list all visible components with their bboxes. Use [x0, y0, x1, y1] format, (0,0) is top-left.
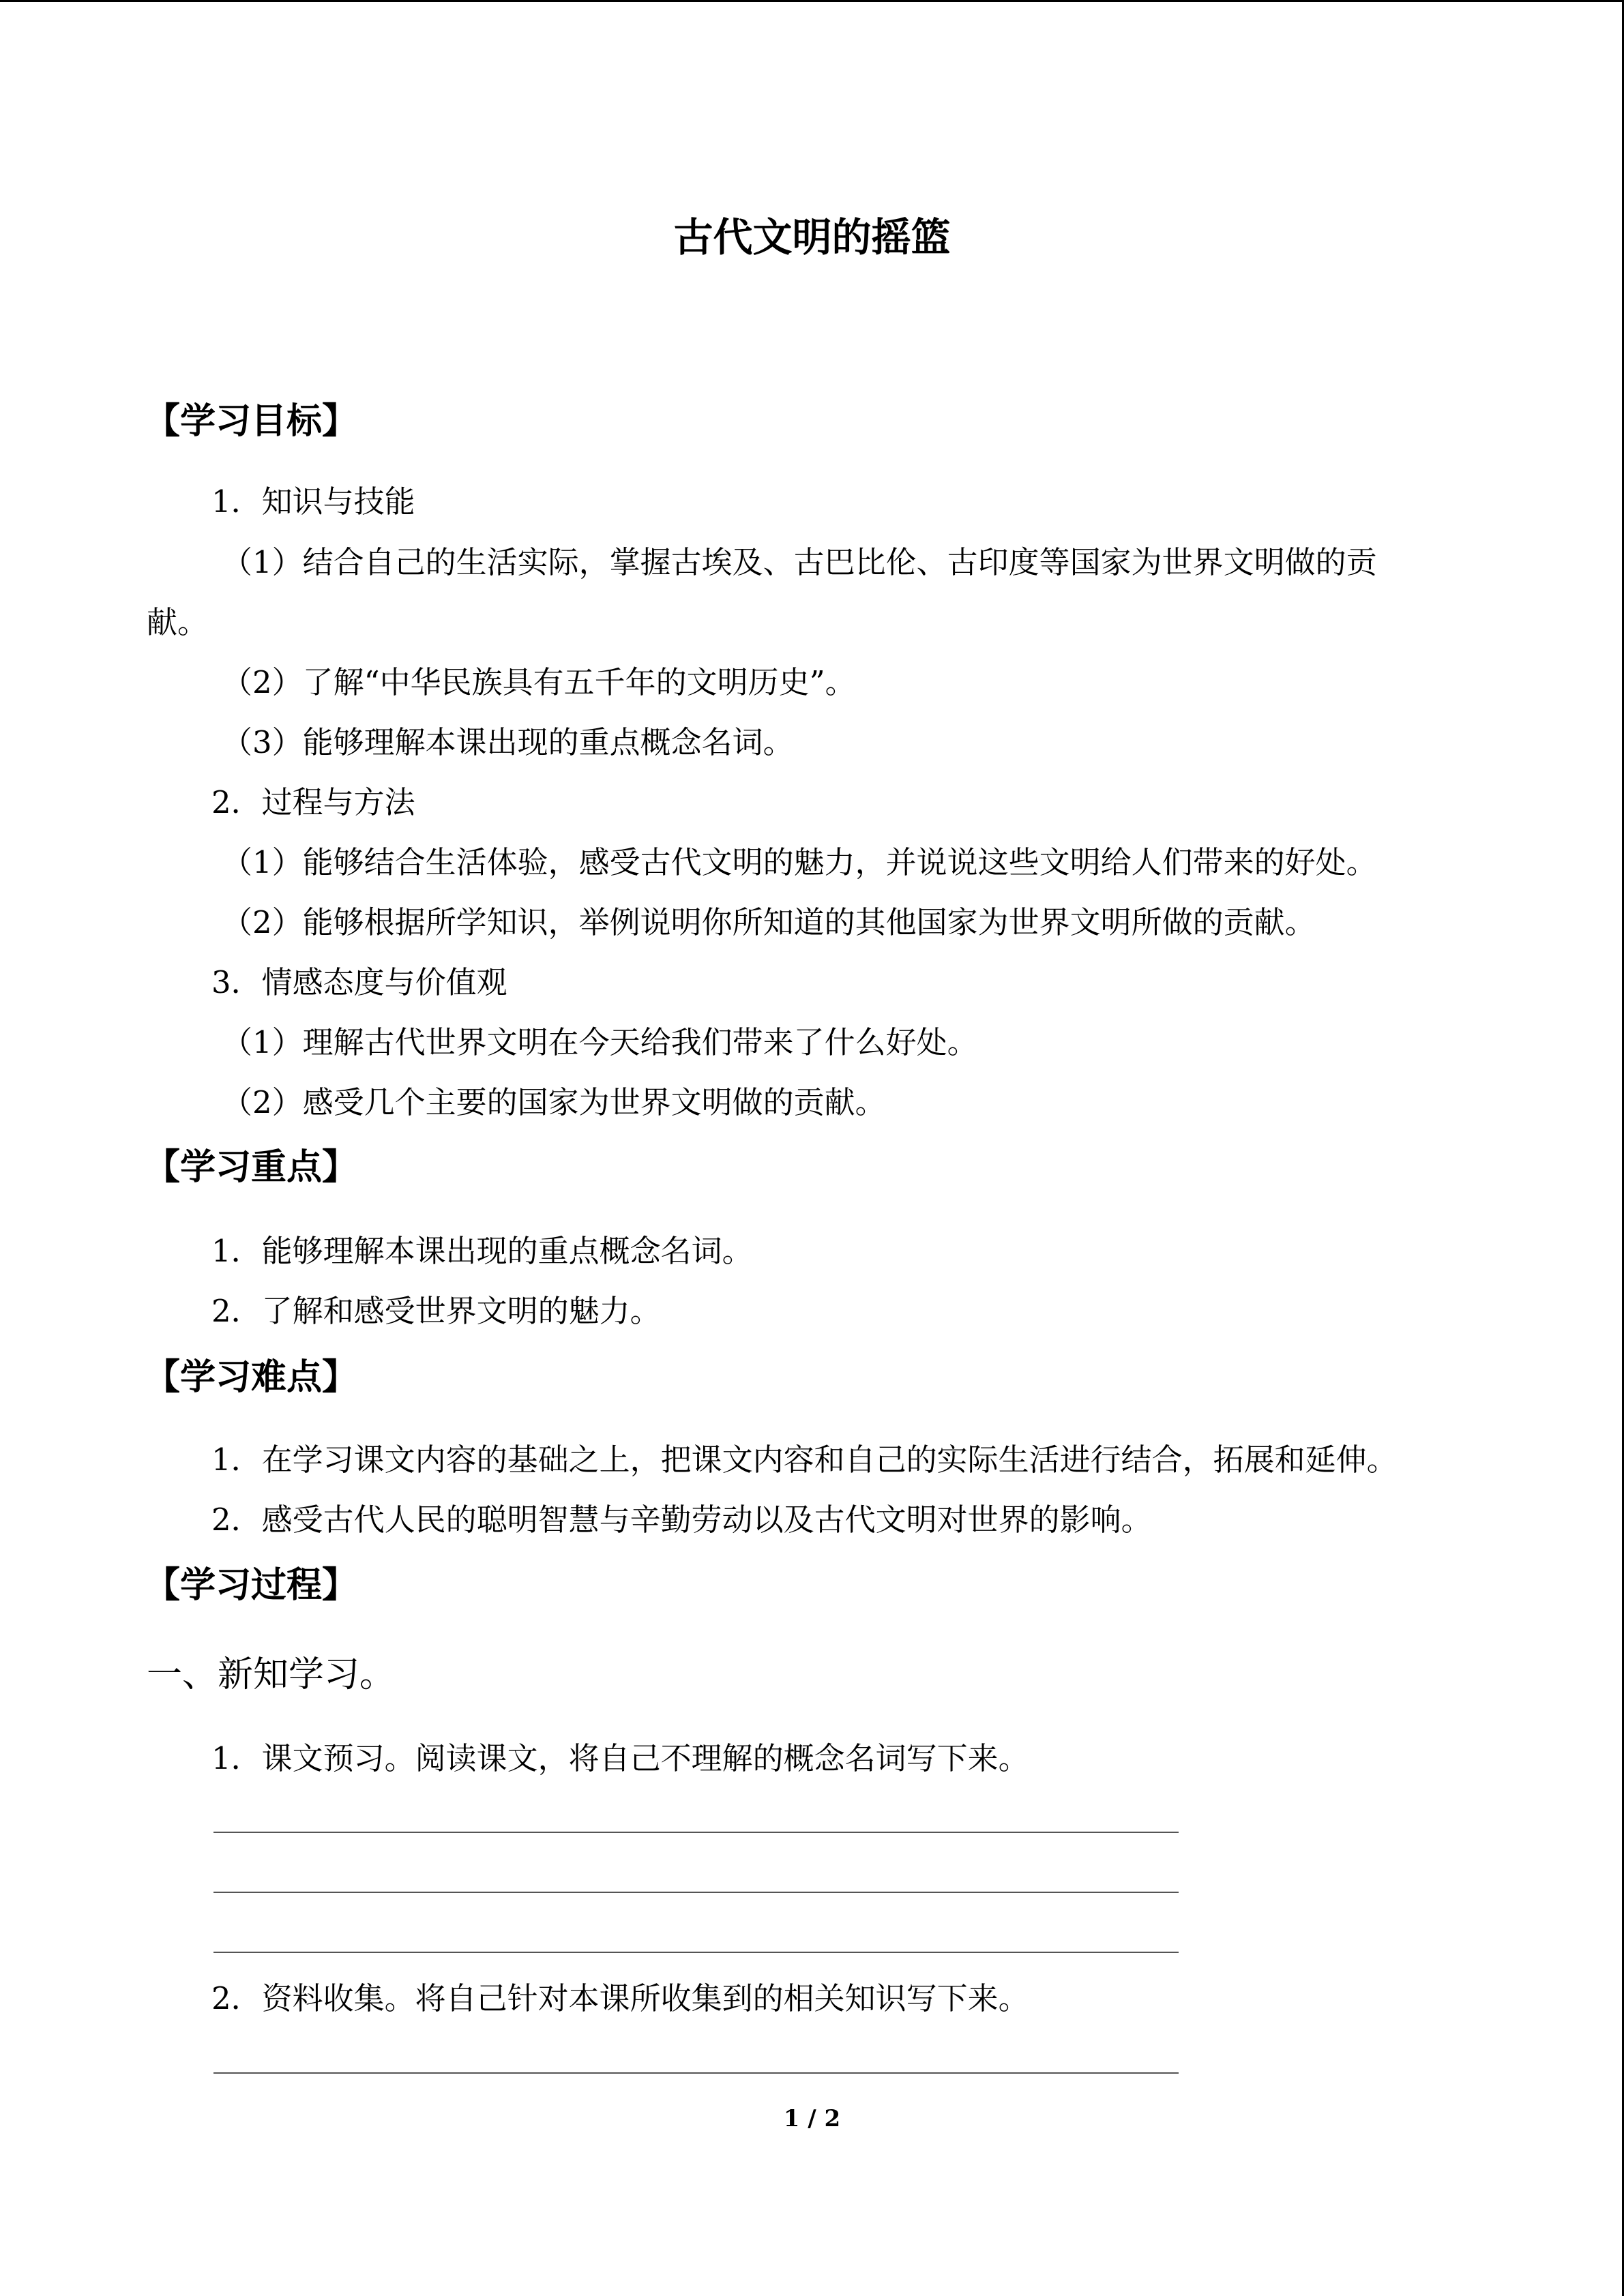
objective-item-process: 2．过程与方法 — [211, 784, 415, 820]
objective-process-2: （2）能够根据所学知识，举例说明你所知道的其他国家为世界文明所做的贡献。 — [222, 904, 1316, 940]
objective-attitude-1: （1）理解古代世界文明在今天给我们带来了什么好处。 — [222, 1024, 978, 1060]
objective-process-1: （1）能够结合生活体验，感受古代文明的魅力，并说说这些文明给人们带来的好处。 — [222, 844, 1377, 880]
objective-item-attitude: 3．情感态度与价值观 — [211, 964, 507, 1000]
part-one-heading: 一、新知学习。 — [147, 1654, 396, 1695]
difficulty-1: 1．在学习课文内容的基础之上，把课文内容和自己的实际生活进行结合，拓展和延伸。 — [211, 1442, 1398, 1478]
process-heading: 【学习过程】 — [145, 1564, 358, 1606]
page-border-top — [0, 0, 1624, 2]
task-1-preview: 1．课文预习。阅读课文，将自己不理解的概念名词写下来。 — [211, 1740, 1029, 1776]
keypoint-1: 1．能够理解本课出现的重点概念名词。 — [211, 1233, 753, 1269]
difficulty-2: 2．感受古代人民的聪明智慧与辛勤劳动以及古代文明对世界的影响。 — [211, 1502, 1152, 1538]
objectives-heading: 【学习目标】 — [145, 400, 358, 442]
task-2-collection: 2．资料收集。将自己针对本课所收集到的相关知识写下来。 — [211, 1980, 1029, 2016]
objective-knowledge-2: （2）了解“中华民族具有五千年的文明历史”。 — [222, 664, 856, 700]
answer-line[interactable] — [213, 1892, 1179, 1893]
answer-line[interactable] — [213, 1952, 1179, 1953]
answer-line[interactable] — [213, 2072, 1179, 2074]
objective-attitude-2: （2）感受几个主要的国家为世界文明做的贡献。 — [222, 1084, 886, 1120]
objective-knowledge-3: （3）能够理解本课出现的重点概念名词。 — [222, 724, 794, 760]
page-title: 古代文明的摇篮 — [673, 214, 951, 260]
objective-item-knowledge: 1．知识与技能 — [211, 483, 415, 520]
difficulties-heading: 【学习难点】 — [145, 1356, 358, 1398]
objective-knowledge-1-line1: （1）结合自己的生活实际，掌握古埃及、古巴比伦、古印度等国家为世界文明做的贡 — [222, 544, 1377, 580]
keypoints-heading: 【学习重点】 — [145, 1146, 358, 1188]
keypoint-2: 2．了解和感受世界文明的魅力。 — [211, 1293, 661, 1329]
page-number: 1 / 2 — [783, 2105, 841, 2132]
answer-line[interactable] — [213, 1832, 1179, 1833]
objective-knowledge-1-line2: 献。 — [147, 604, 209, 640]
